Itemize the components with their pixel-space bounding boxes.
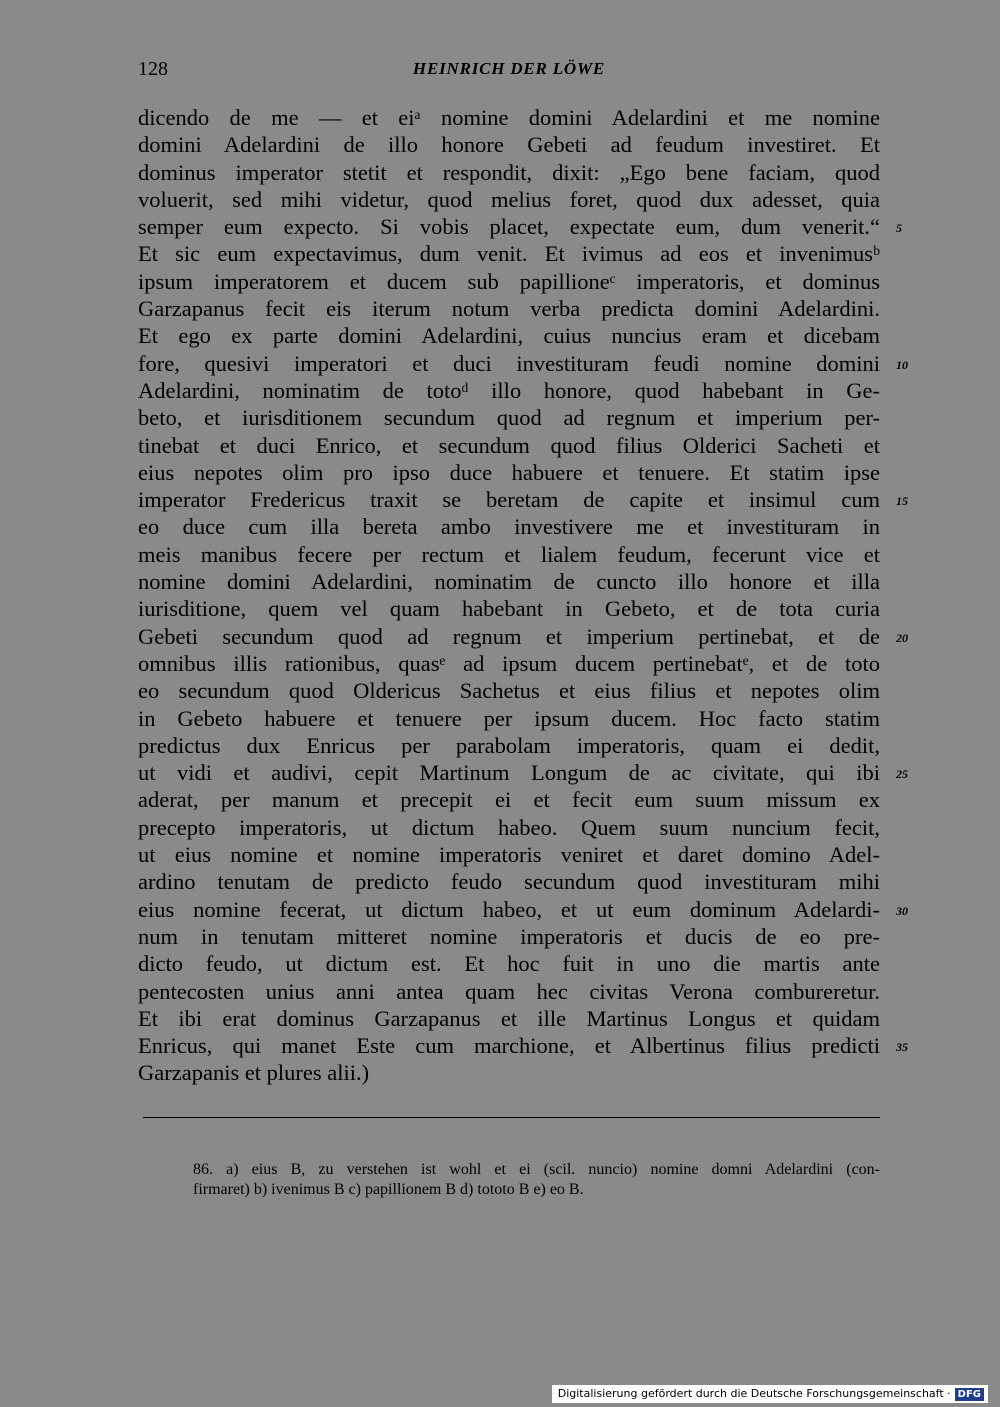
text-line-content: ut vidi et audivi, cepit Martinum Longum de ac civitate, qui ibi [138, 760, 880, 786]
text-line [138, 677, 880, 704]
text-line [138, 1032, 908, 1059]
text-line [138, 377, 880, 404]
text-line [138, 759, 908, 786]
text-line-content: voluerit, sed mihi videtur, quod melius foret, quod dux adesset, quia [138, 186, 880, 212]
text-line [138, 159, 880, 186]
text-line-content: imperator Fredericus traxit se beretam de capite et insimul cum [138, 487, 880, 513]
text-line [138, 213, 902, 240]
text-line-content: omnibus illis rationibus, quasᵉ ad ipsum ducem pertinebatᵉ, et de toto [138, 650, 880, 676]
credit-text: Digitalisierung gefördert durch die Deutsche Forschungsgemeinschaft · [557, 1387, 951, 1400]
text-line [138, 268, 880, 295]
text-line-content: meis manibus fecere per rectum et lialem feudum, fecerunt vice et [138, 541, 880, 567]
margin-line-number: 15 [896, 494, 908, 509]
page-number: 128 [138, 58, 168, 80]
footnote-line: 86. a) eius B, zu verstehen ist wohl et ei (scil. nuncio) nomine domni Adelardini (con- [193, 1161, 880, 1178]
text-line-content: semper eum expecto. Si vobis placet, expectate eum, dum venerit.“ [138, 214, 880, 240]
text-line [138, 240, 880, 267]
footnote-divider [143, 1117, 880, 1118]
text-line [138, 350, 908, 377]
main-text-block [138, 104, 908, 1087]
text-line [138, 841, 880, 868]
text-line-content: beto, et iurisditionem secundum quod ad regnum et imperium per- [138, 405, 880, 431]
text-line [138, 868, 880, 895]
text-line-content: precepto imperatoris, ut dictum habeo. Quem suum nuncium fecit, [138, 814, 880, 840]
text-line [138, 432, 880, 459]
text-line [138, 786, 880, 813]
text-line [138, 513, 880, 540]
text-line [138, 623, 908, 650]
text-line [138, 1059, 880, 1086]
margin-line-number: 30 [896, 903, 908, 918]
text-line [138, 705, 880, 732]
text-line-content: fore, quesivi imperatori et duci investituram feudi nomine domini [138, 350, 880, 376]
text-line-content: Garzapanus fecit eis iterum notum verba predicta domini Adelardini. [138, 296, 880, 322]
text-line-content: Adelardini, nominatim de totoᵈ illo honore, quod habebant in Ge- [138, 377, 880, 403]
margin-line-number: 10 [896, 357, 908, 372]
text-line-content: ut eius nomine et nomine imperatoris veniret et daret domino Adel- [138, 842, 880, 868]
text-line-content: nomine domini Adelardini, nominatim de cuncto illo honore et illa [138, 569, 880, 595]
text-line-content: Et ego ex parte domini Adelardini, cuius nuncius eram et dicebam [138, 323, 880, 349]
text-line [138, 814, 880, 841]
margin-line-number: 5 [896, 221, 902, 236]
text-line-content: in Gebeto habuere et tenuere per ipsum ducem. Hoc facto statim [138, 705, 880, 731]
text-line [138, 131, 880, 158]
text-line [138, 1005, 880, 1032]
text-line [138, 950, 880, 977]
text-line-content: num in tenutam mitteret nomine imperatoris et ducis de eo pre- [138, 923, 880, 949]
text-line-content: aderat, per manum et precepit ei et fecit eum suum missum ex [138, 787, 880, 813]
text-line-content: Garzapanis et plures alii.) [138, 1060, 370, 1086]
text-line [138, 568, 880, 595]
text-line [138, 104, 880, 131]
text-line [138, 404, 880, 431]
text-line [138, 486, 908, 513]
margin-line-number: 20 [896, 630, 908, 645]
text-line-content: ipsum imperatorem et ducem sub papillioneᶜ imperatoris, et dominus [138, 268, 880, 294]
text-line-content: eo duce cum illa bereta ambo investivere me et investituram in [138, 514, 880, 540]
digitization-credit [552, 1385, 988, 1403]
margin-line-number: 35 [896, 1040, 908, 1055]
text-line-content: eo secundum quod Oldericus Sachetus et eius filius et nepotes olim [138, 678, 880, 704]
text-line [138, 541, 880, 568]
text-line-content: eius nepotes olim pro ipso duce habuere et tenuere. Et statim ipse [138, 459, 880, 485]
text-line [138, 186, 880, 213]
text-line [138, 295, 880, 322]
text-line-content: pentecosten unius anni antea quam hec civitas Verona combureretur. [138, 978, 880, 1004]
text-line-content: Et sic eum expectavimus, dum venit. Et ivimus ad eos et invenimusᵇ [138, 241, 880, 267]
text-line [138, 732, 880, 759]
text-line-content: tinebat et duci Enrico, et secundum quod filius Olderici Sacheti et [138, 432, 880, 458]
running-title: HEINRICH DER LÖWE [412, 59, 606, 78]
text-line-content: eius nomine fecerat, ut dictum habeo, et ut eum dominum Adelardi- [138, 896, 880, 922]
text-line-content: ardino tenutam de predicto feudo secundum quod investituram mihi [138, 869, 880, 895]
text-line [138, 978, 880, 1005]
text-line-content: Et ibi erat dominus Garzapanus et ille Martinus Longus et quidam [138, 1005, 880, 1031]
text-line-content: dominus imperator stetit et respondit, dixit: „Ego bene faciam, quod [138, 159, 880, 185]
text-line-content: dicendo de me — et eiᵃ nomine domini Adelardini et me nomine [138, 105, 880, 130]
text-line [138, 322, 880, 349]
text-line-content: predictus dux Enricus per parabolam imperatoris, quam ei dedit, [138, 732, 880, 758]
text-line-content: domini Adelardini de illo honore Gebeti ad feudum investiret. Et [138, 132, 880, 158]
page-header [138, 58, 880, 84]
text-line [138, 595, 880, 622]
text-line [138, 650, 880, 677]
text-line [138, 459, 880, 486]
text-line-content: iurisditione, quem vel quam habebant in Gebeto, et de tota curia [138, 596, 880, 622]
text-line-content: Gebeti secundum quod ad regnum et imperium pertinebat, et de [138, 623, 880, 649]
footnote-line: firmaret) b) ivenimus B c) papillionem B d) tototo B e) eo B. [193, 1181, 584, 1198]
text-line-content: Enricus, qui manet Este cum marchione, et Albertinus filius predicti [138, 1033, 880, 1059]
margin-line-number: 25 [896, 767, 908, 782]
text-line-content: dicto feudo, ut dictum est. Et hoc fuit in uno die martis ante [138, 951, 880, 977]
text-line [138, 896, 908, 923]
text-line [138, 923, 880, 950]
dfg-logo: DFG [955, 1388, 984, 1401]
footnotes [193, 1160, 880, 1200]
